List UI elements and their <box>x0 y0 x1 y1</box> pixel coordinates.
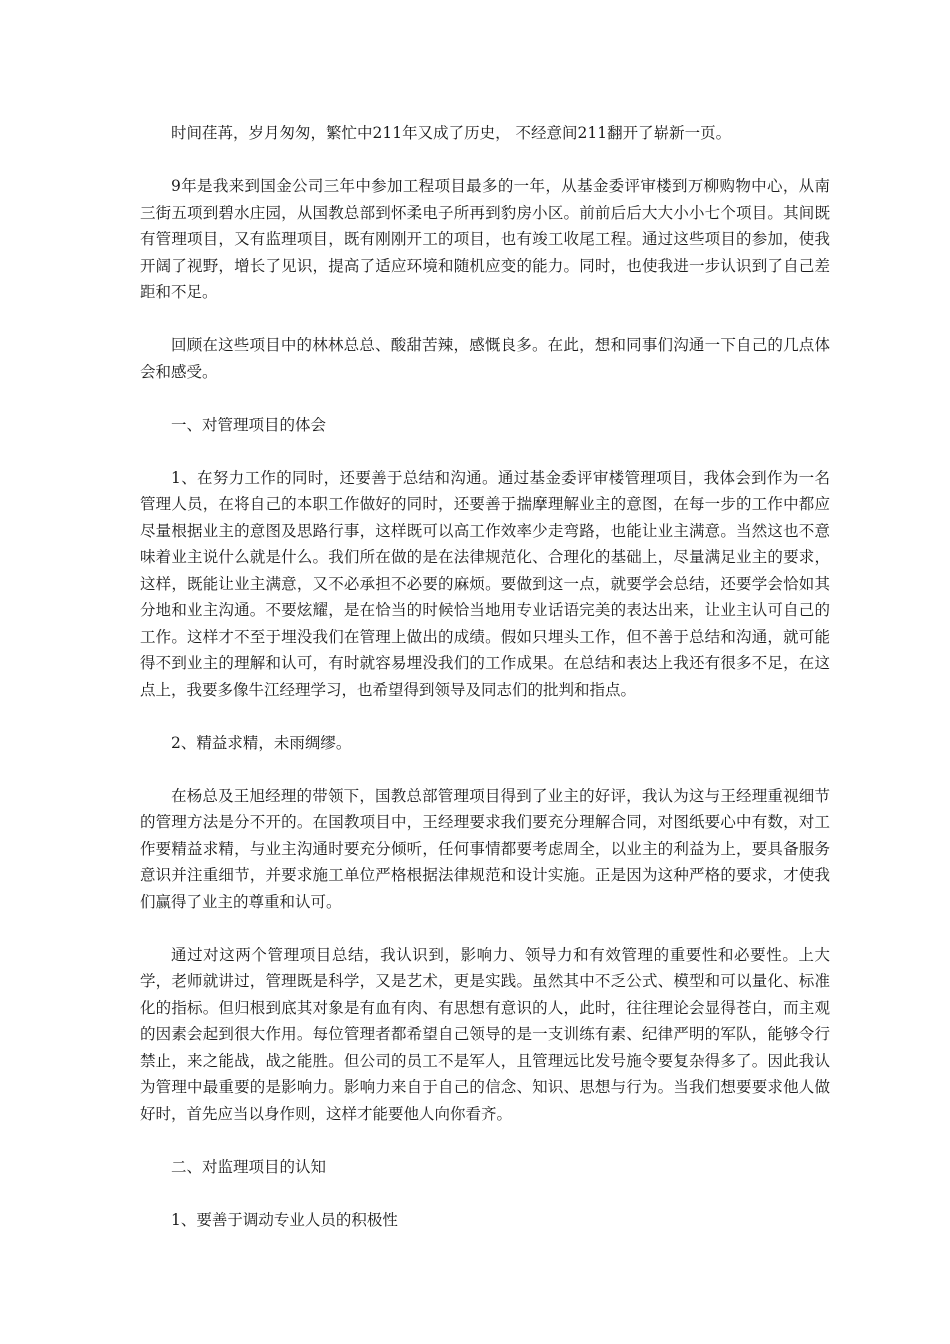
document-page <box>140 120 830 1260</box>
supervision-point-1-heading: 1、要善于调动专业人员的积极性 <box>171 1210 398 1229</box>
management-point-1-paragraph: 1、在努力工作的同时，还要善于总结和沟通。通过基金委评审楼管理项目，我体会到作为一名管理人员，在将自己的本职工作做好的同时，还要善于揣摩理解业主的意图，在每一步的工作中都应尽量根据业主的意图及思路行事，这样既可以高工作效率少走弯路，也能让业主满意。当然这也不意味着业主说什么就是什么。我们所在做的是在法律规范化、合理化的基础上，尽量满足业主的要求，这样，既能让业主满意，又不必承担不必要的麻烦。要做到这一点，就要学会总结，还要学会恰如其分地和业主沟通。不要炫耀，是在恰当的时候恰当地用专业话语完美的表达出来，让业主认可自己的工作。这样才不至于埋没我们在管理上做出的成绩。假如只埋头工作，但不善于总结和沟通，就可能得不到业主的理解和认可，有时就容易埋没我们的工作成果。在总结和表达上我还有很多不足，在这点上，我要多像牛江经理学习，也希望得到领导及同志们的批判和指点。 <box>140 468 830 699</box>
management-summary-paragraph: 通过对这两个管理项目总结，我认识到，影响力、领导力和有效管理的重要性和必要性。上大学，老师就讲过，管理既是科学，又是艺术，更是实践。虽然其中不乏公式、模型和可以量化、标准化的指标。但归根到底其对象是有血有肉、有思想有意识的人，此时，往往理论会显得苍白，而主观的因素会起到很大作用。每位管理者都希望自己领导的是一支训练有素、纪律严明的军队，能够令行禁止，来之能战，战之能胜。但公司的员工不是军人，且管理远比发号施令要复杂得多了。因此我认为管理中最重要的是影响力。影响力来自于自己的信念、知识、思想与行为。当我们想要要求他人做好时，首先应当以身作则，这样才能要他人向你看齐。 <box>140 945 830 1123</box>
projects-overview-paragraph: 9年是我来到国金公司三年中参加工程项目最多的一年，从基金委评审楼到万柳购物中心，从南三街五项到碧水庄园，从国教总部到怀柔电子所再到豹房小区。前前后后大大小小七个项目。其间既有管理项目，又有监理项目，既有刚刚开工的项目，也有竣工收尾工程。通过这些项目的参加，使我开阔了视野，增长了见识，提高了适应环境和随机应变的能力。同时，也使我进一步认识到了自己差距和不足。 <box>140 177 830 301</box>
section-heading-management: 一、对管理项目的体会 <box>171 415 327 434</box>
management-point-2-heading: 2、精益求精，未雨绸缪。 <box>171 733 352 752</box>
intro-paragraph: 时间荏苒，岁月匆匆，繁忙中211年又成了历史， 不经意间211翻开了崭新一页。 <box>171 124 732 142</box>
reflection-paragraph: 回顾在这些项目中的林林总总、酸甜苦辣，感慨良多。在此，想和同事们沟通一下自己的几点体会和感受。 <box>140 336 830 381</box>
management-point-2-paragraph: 在杨总及王旭经理的带领下，国教总部管理项目得到了业主的好评，我认为这与王经理重视细节的管理方法是分不开的。在国教项目中，王经理要求我们要充分理解合同，对图纸要心中有数，对工作要精益求精，与业主沟通时要充分倾听，任何事情都要考虑周全，以业主的利益为上，要具备服务意识并注重细节，并要求施工单位严格根据法律规范和设计实施。正是因为这种严格的要求，才使我们赢得了业主的尊重和认可。 <box>140 786 830 911</box>
section-heading-supervision: 二、对监理项目的认知 <box>171 1157 327 1176</box>
